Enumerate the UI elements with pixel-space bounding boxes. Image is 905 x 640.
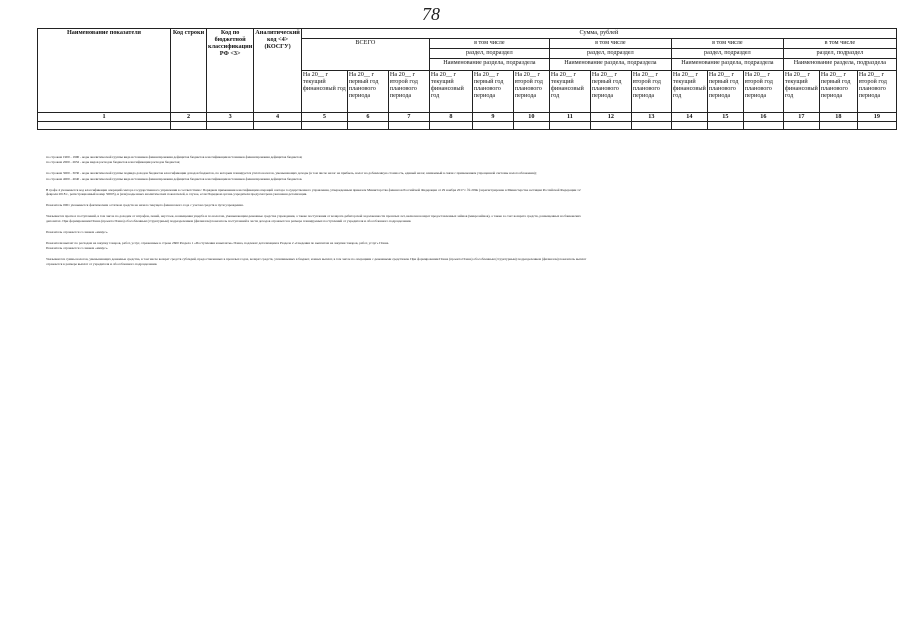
year-cell-second: На 20__ г второй год планового периода [388,71,429,113]
column-number: 7 [388,113,429,122]
year-cell-first: На 20__ г первый год планового периода [347,71,388,113]
section-header-3: раздел, подраздел [671,49,783,59]
including-header-2: в том числе [549,39,671,49]
year-cell-first: На 20__ г первый год планового периода [590,71,631,113]
footnote: Показатель отражается со знаком «минус». [46,246,109,251]
col-name-header: Наименование показателя [38,29,171,113]
column-number: 15 [707,113,743,122]
col-analytic-code-header: Аналитический код <4> (КОСГУ) [254,29,302,113]
year-cell-second: На 20__ г второй год планового периода [513,71,549,113]
year-cell-current: На 20__ г текущий финансовый год [549,71,590,113]
column-number: 2 [171,113,207,122]
including-header-1: в том числе [429,39,549,49]
footnote: по строкам 2000 - 2652 - коды видов расходов бюджетов классификации расходов бюджетов; [46,160,181,165]
section-header-2: раздел, подраздел [549,49,671,59]
column-number: 8 [429,113,472,122]
column-number: 11 [549,113,590,122]
section-name-header-2: Наименование раздела, подраздела [549,59,671,71]
column-number: 16 [743,113,783,122]
year-cell-second: На 20__ г второй год планового периода [857,71,896,113]
year-cell-current: На 20__ г текущий финансовый год [429,71,472,113]
total-header: ВСЕГО [301,39,429,71]
col-line-code-header: Код строки [171,29,207,113]
section-header-4: раздел, подраздел [783,49,896,59]
footnote: Показатель 0001 указывается фактическим остатком средств на начало текущего финансового года с учетом средств в пути учреждения. [46,203,244,208]
footnote: Указывается прогноз поступлений, в том числе по доходам от штрафов, пеней, неустоек, возмещения ущерба и по налогам, уменьшающим денежные средства учреждения, а также поступления от возврата дебиторской задолженности прошлых лет, включая возврат предоставленных займов (микрозаймов), а также за счет возврата средств, размещенных на банковских депозитах. При формировании Плана (проекта Плана) обособленным (структурным) подразделением (филиалом) показатель поступлений в части доходов отражается в размере планируемых поступлений от учредителя и обособленного подразделения. [46,214,581,223]
section-header-1: раздел, подраздел [429,49,549,59]
footnote: Показатель отражается со знаком «минус». [46,229,109,234]
year-cell-first: На 20__ г первый год планового периода [819,71,857,113]
column-number: 13 [631,113,671,122]
column-number: 5 [301,113,347,122]
including-header-4: в том числе [783,39,896,49]
including-header-3: в том числе [671,39,783,49]
footnotes [46,155,591,267]
column-number: 17 [783,113,819,122]
column-number: 19 [857,113,896,122]
year-cell-second: На 20__ г второй год планового периода [743,71,783,113]
table-row [38,122,897,130]
year-cell-first: На 20__ г первый год планового периода [472,71,513,113]
sum-header: Сумма, рублей [301,29,896,39]
year-cell-current: На 20__ г текущий финансовый год [301,71,347,113]
footnote: Показатели выплат по расходам на закупку товаров, работ, услуг, отраженные в строке 2600 Раздела 1 «Поступления и выплаты» Плана, подлежат детализации в Разделе 2 «Сведения по выплатам на закупки товаров, работ, услуг» Плана. [46,241,390,246]
footnote: по строкам 4000 - 4040 - коды аналитической группы вида источников финансирования дефицитов бюджетов классификации источников финансирования дефицитов бюджетов. [46,176,303,181]
column-number: 12 [590,113,631,122]
column-number: 10 [513,113,549,122]
page-number: 78 [422,4,440,24]
column-number: 9 [472,113,513,122]
column-number: 14 [671,113,707,122]
col-budget-code-header: Код по бюджетной классификации РФ <3> [207,29,254,113]
year-cell-current: На 20__ г текущий финансовый год [783,71,819,113]
footnote: по строкам 3000 - 3030 - коды аналитической группы подвида доходов бюджетов классификации доходов бюджетов, по которым планируется уплата налогов, уменьшающих доходы (в том числе налог на прибыль, налог на добавленную стоимость, единый налог, взимаемый в связи с применением упрощенной системы налогообложения); [46,171,537,176]
column-number: 1 [38,113,171,122]
section-name-header-4: Наименование раздела, подраздела [783,59,896,71]
year-cell-current: На 20__ г текущий финансовый год [671,71,707,113]
year-cell-second: На 20__ г второй год планового периода [631,71,671,113]
plan-table [37,28,897,130]
column-number: 4 [254,113,302,122]
section-name-header-3: Наименование раздела, подраздела [671,59,783,71]
footnote: В графе 4 указывается код классификации операций сектора государственного управления в соответствии с Порядком применения классификации операций сектора государственного управления, утвержденным приказом Министерства финансов Российской Федерации от 29 ноября 2017 г. № 209н (зарегистрирован в Министерстве юстиции Российской Федерации 12 февраля 2018 г., регистрационный номер 50003), и (или) коды иных аналитических показателей, в случае, если Порядком органа-учредителя предусмотрена указанная детализация. [46,187,581,197]
footnote: по строкам 1900 - 1990 - коды аналитической группы вида источников финансирования дефицитов бюджетов классификации источников финансирования дефицитов бюджетов; [46,155,303,159]
column-number: 6 [347,113,388,122]
column-number: 3 [207,113,254,122]
column-number-row [38,113,897,122]
column-number: 18 [819,113,857,122]
year-cell-first: На 20__ г первый год планового периода [707,71,743,113]
section-name-header-1: Наименование раздела, подраздела [429,59,549,71]
footnote: Указываются суммы налогов, уменьшающих денежные средства, в том числе возврат средств субсидий, предоставленных в прошлых годах, возврат средств, уплачиваемых в бюджет, и иных выплат, в том числе по операциям с денежными средствами. При формировании Плана (проекта Плана) обособленным (структурным) подразделением (филиалом) показатель выплат отражается в размере выплат от учредителя и обособленного подразделения. [46,257,587,266]
